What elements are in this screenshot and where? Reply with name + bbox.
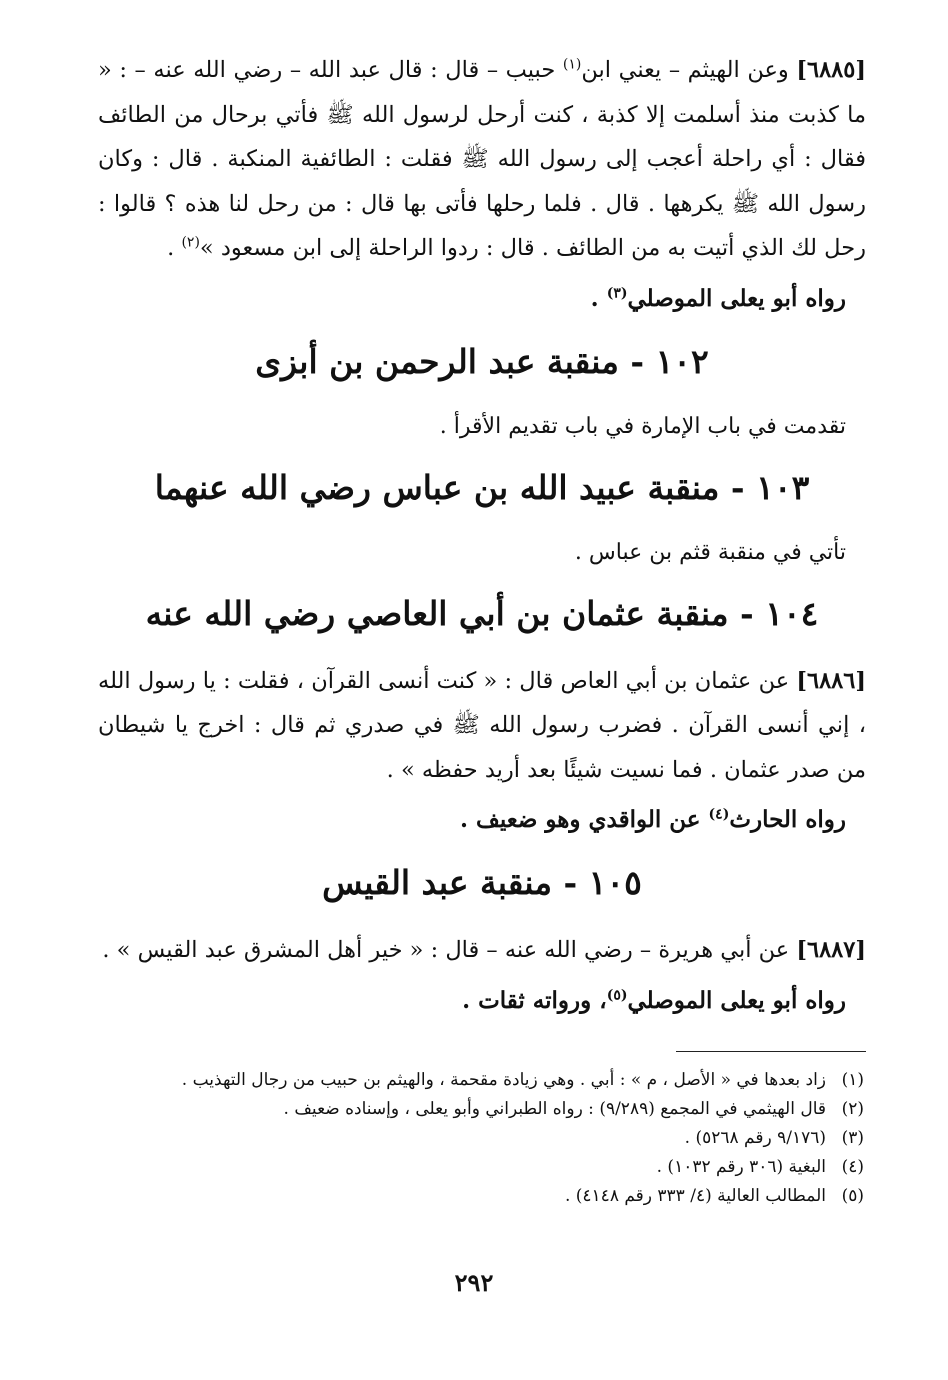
footnote-number: (٣)	[841, 1127, 864, 1148]
note-tail: ، ورواته ثقات .	[462, 986, 607, 1014]
hadith-number: [٦٨٨٥]	[796, 57, 866, 83]
footnote-divider	[676, 1051, 866, 1052]
narration-note	[98, 979, 846, 1023]
hadith-6886	[98, 659, 866, 793]
footnote	[98, 1095, 864, 1124]
section-heading-104: ١٠٤ - منقبة عثمان بن أبي العاصي رضي الله عنه	[145, 593, 819, 633]
footnote-text: (٩/١٧٦ رقم ٥٢٦٨) .	[684, 1127, 826, 1148]
footnotes	[98, 1066, 866, 1211]
section-text-102: تقدمت في باب الإمارة في باب تقديم الأقرأ .	[439, 413, 846, 439]
hadith-text: عن أبي هريرة – رضي الله عنه – قال : « خير أهل المشرق عبد القيس » .	[102, 937, 797, 963]
hadith-number: [٦٨٨٧]	[796, 937, 866, 963]
hadith-text: حبيب – قال : قال عبد الله – رضي الله عنه – : « ما كذبت منذ أسلمت إلا كذبة ، كنت أرحل لرسول الله ﷺ فأتي برحال من الطائف فقال : أي راحلة أعجب إلى رسول الله ﷺ فقلت : الطائفية المنكبة . قال : وكان رسول الله ﷺ يكرهها . قال . فلما رحلها فأتى بها قال : من رحل لنا هذه ؟ قالوا : رحل لك الذي أتيت به من الطائف . قال : ردوا الراحلة إلى ابن مسعود »	[98, 57, 866, 261]
footnote-ref[interactable]: (٤)	[708, 806, 730, 823]
footnote-number: (٤)	[841, 1156, 864, 1177]
footnote-number: (٢)	[841, 1098, 864, 1119]
footnote-ref[interactable]: (٣)	[606, 284, 628, 301]
note-text: رواه الحارث	[729, 806, 846, 833]
hadith-number: [٦٨٨٦]	[796, 667, 866, 694]
footnote-text: البغية (٣٠٦ رقم ١٠٣٢) .	[656, 1156, 826, 1177]
narration-note	[98, 277, 846, 321]
note-text: رواه أبو يعلى الموصلي	[627, 284, 846, 312]
footnote-number: (١)	[841, 1069, 864, 1090]
section-heading-103: ١٠٣ - منقبة عبيد الله بن عباس رضي الله عنهما	[154, 467, 810, 507]
note-text: رواه أبو يعلى الموصلي	[627, 986, 846, 1014]
section-heading-102: ١٠٢ - منقبة عبد الرحمن بن أبزى	[255, 341, 709, 381]
hadith-6887	[98, 928, 866, 973]
page-number: ٢٩٢	[454, 1268, 494, 1297]
footnote-number: (٥)	[841, 1185, 864, 1206]
footnote-ref[interactable]: (٢)	[181, 234, 200, 251]
hadith-6885	[98, 48, 866, 271]
footnote-text: قال الهيثمي في المجمع (٩/٢٨٩) : رواه الطبراني وأبو يعلى ، وإسناده ضعيف .	[283, 1098, 826, 1119]
footnote-text: زاد بعدها في « الأصل ، م » : أبي . وهي زيادة مقحمة ، والهيثم بن حبيب من رجال التهذيب .	[181, 1069, 826, 1090]
hadith-text: وعن الهيثم – يعني ابن	[581, 57, 797, 83]
footnote	[98, 1153, 864, 1182]
hadith-text: .	[167, 235, 182, 261]
footnote	[98, 1182, 864, 1211]
footnote-ref[interactable]: (١)	[562, 56, 582, 73]
note-tail: عن الواقدي وهو ضعيف .	[460, 806, 709, 833]
footnote-ref[interactable]: (٥)	[606, 986, 628, 1003]
footnote	[98, 1066, 864, 1095]
footnote-text: المطالب العالية (٤/ ٣٣٣ رقم ٤١٤٨) .	[564, 1185, 826, 1206]
section-heading-105: ١٠٥ - منقبة عبد القيس	[322, 863, 642, 902]
narration-note	[98, 798, 846, 842]
footnote	[98, 1124, 864, 1153]
hadith-text: عن عثمان بن أبي العاص قال : « كنت أنسى القرآن ، فقلت : يا رسول الله ، إني أنسى القرآن . فضرب رسول الله ﷺ في صدري ثم قال : اخرج يا شيطان من صدر عثمان . فما نسيت شيئًا بعد أريد حفظه » .	[98, 667, 866, 783]
note-tail: .	[590, 284, 607, 312]
section-text-103: تأتي في منقبة قثم بن عباس .	[574, 539, 846, 565]
